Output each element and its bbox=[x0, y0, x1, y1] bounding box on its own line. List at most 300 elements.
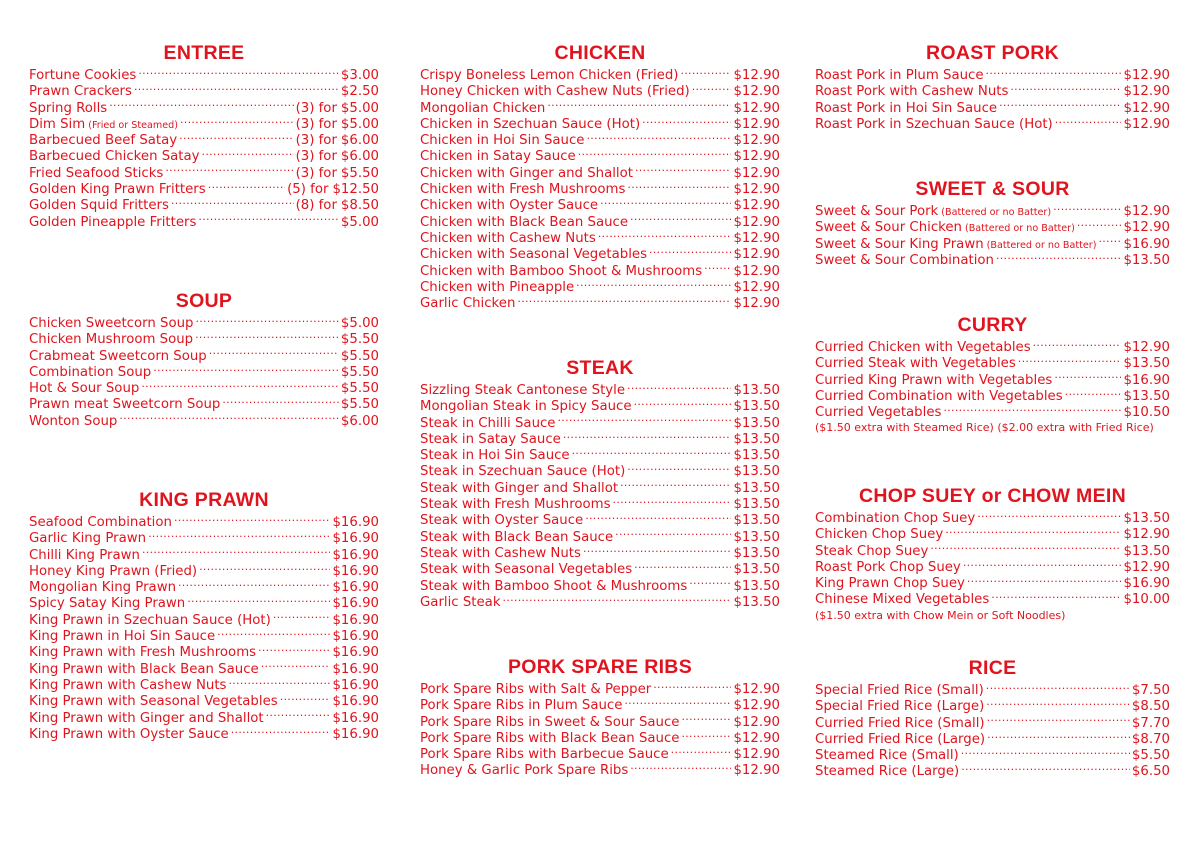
menu-item-list bbox=[815, 203, 1170, 268]
section-note: ($1.50 extra with Steamed Rice) ($2.00 extra with Fried Rice) bbox=[815, 421, 1154, 435]
menu-item bbox=[420, 279, 780, 295]
menu-item bbox=[420, 697, 780, 713]
menu-item bbox=[420, 116, 780, 132]
dot-leader bbox=[996, 252, 1122, 264]
menu-item bbox=[420, 714, 780, 730]
dot-leader bbox=[231, 726, 331, 738]
menu-item bbox=[420, 148, 780, 164]
menu-item-price: $6.50 bbox=[1131, 764, 1170, 780]
dot-leader bbox=[642, 116, 731, 128]
menu-item bbox=[29, 612, 379, 628]
menu-item-name: Chicken Sweetcorn Soup bbox=[29, 316, 194, 331]
menu-item bbox=[420, 762, 780, 778]
menu-item-name: Sweet & Sour Chicken bbox=[815, 220, 962, 236]
menu-item-name: Garlic King Prawn bbox=[29, 531, 147, 547]
menu-item-price: $5.50 bbox=[340, 381, 379, 397]
dot-leader bbox=[217, 628, 330, 640]
menu-item-name: Curried Fried Rice (Small) bbox=[815, 715, 985, 731]
dot-leader bbox=[987, 715, 1130, 727]
dot-leader bbox=[987, 731, 1130, 743]
menu-item-price: $13.50 bbox=[733, 562, 780, 578]
menu-item bbox=[815, 116, 1170, 132]
dot-leader bbox=[180, 116, 294, 128]
menu-item-quantity: (8) for bbox=[295, 198, 337, 214]
menu-item-name: Curried King Prawn with Vegetables bbox=[815, 372, 1053, 388]
menu-item-quantity: (3) for bbox=[295, 116, 337, 132]
menu-item bbox=[29, 116, 379, 132]
menu-item-list bbox=[815, 510, 1170, 608]
section-title: ENTREE bbox=[163, 42, 245, 64]
menu-section-king-prawn bbox=[29, 487, 379, 742]
menu-item bbox=[420, 431, 780, 447]
menu-item-name: Pork Spare Ribs in Sweet & Sour Sauce bbox=[420, 714, 680, 730]
menu-item bbox=[29, 148, 379, 164]
menu-item-name: King Prawn in Szechuan Sauce (Hot) bbox=[29, 612, 271, 628]
menu-item-price: $12.90 bbox=[733, 68, 780, 83]
menu-item-price: $8.50 bbox=[1131, 699, 1170, 715]
section-title: CHOP SUEY or CHOW MEIN bbox=[859, 485, 1126, 507]
menu-item-price: $16.90 bbox=[332, 515, 379, 530]
menu-item-name: Roast Pork Chop Suey bbox=[815, 559, 961, 575]
dot-leader bbox=[634, 561, 731, 573]
menu-item-price: $13.50 bbox=[733, 448, 780, 464]
menu-item-price: $12.90 bbox=[733, 747, 780, 763]
menu-item-name: Steak Chop Suey bbox=[815, 543, 929, 559]
menu-item-name: Steak with Cashew Nuts bbox=[420, 545, 581, 561]
menu-item bbox=[420, 681, 780, 697]
menu-item-price: $13.50 bbox=[1123, 543, 1170, 559]
menu-item-price: $12.50 bbox=[332, 182, 379, 198]
menu-item-name: Chicken with Oyster Sauce bbox=[420, 198, 599, 214]
menu-item bbox=[29, 83, 379, 99]
menu-item-name: Steak with Fresh Mushrooms bbox=[420, 497, 611, 513]
menu-item-list bbox=[29, 514, 379, 742]
menu-section-roast-pork bbox=[815, 40, 1170, 132]
menu-item-price: $8.70 bbox=[1131, 731, 1170, 747]
menu-item-name: Roast Pork in Hoi Sin Sauce bbox=[815, 100, 998, 116]
dot-leader bbox=[119, 413, 339, 425]
menu-item-price: $12.90 bbox=[1123, 68, 1170, 83]
dot-leader bbox=[142, 547, 331, 559]
menu-item-price: $12.90 bbox=[733, 263, 780, 279]
dot-leader bbox=[689, 578, 731, 590]
dot-leader bbox=[195, 315, 338, 327]
menu-item-name: Chicken with Black Bean Sauce bbox=[420, 214, 629, 230]
menu-item-price: $7.70 bbox=[1131, 715, 1170, 731]
menu-section-sweet-and-sour bbox=[815, 176, 1170, 268]
dot-leader bbox=[649, 246, 731, 258]
menu-item-price: $5.00 bbox=[340, 214, 379, 230]
menu-item-price: $12.90 bbox=[1123, 340, 1170, 355]
menu-section-curry bbox=[815, 312, 1170, 436]
menu-item-price: $12.90 bbox=[733, 279, 780, 295]
dot-leader bbox=[547, 100, 731, 112]
dot-leader bbox=[620, 480, 731, 492]
dot-leader bbox=[280, 693, 331, 705]
menu-item bbox=[815, 747, 1170, 763]
menu-item-name: Sweet & Sour Combination bbox=[815, 252, 994, 268]
menu-item-name: Pork Spare Ribs in Plum Sauce bbox=[420, 698, 623, 714]
menu-item-note: (Battered or no Batter) bbox=[964, 223, 1075, 235]
menu-item-price: $13.50 bbox=[733, 578, 780, 594]
menu-item bbox=[815, 559, 1170, 575]
menu-item-price: $10.50 bbox=[1123, 405, 1170, 421]
menu-item-name: Steak in Hoi Sin Sauce bbox=[420, 448, 570, 464]
menu-item bbox=[29, 315, 379, 331]
dot-leader bbox=[999, 100, 1121, 112]
menu-item-name: King Prawn with Cashew Nuts bbox=[29, 677, 227, 693]
menu-section-soup bbox=[29, 288, 379, 429]
dot-leader bbox=[945, 526, 1121, 538]
menu-item-price: $5.00 bbox=[340, 316, 379, 331]
menu-item-name: Special Fried Rice (Large) bbox=[815, 699, 985, 715]
menu-item-price: $12.90 bbox=[733, 100, 780, 116]
section-title: CURRY bbox=[957, 314, 1028, 336]
menu-item-name: Garlic Steak bbox=[420, 594, 501, 610]
menu-item-name: Mongolian Steak in Spicy Sauce bbox=[420, 399, 632, 415]
dot-leader bbox=[199, 563, 330, 575]
menu-item-name: Golden Squid Fritters bbox=[29, 198, 169, 214]
menu-item-price: $13.50 bbox=[733, 545, 780, 561]
dot-leader bbox=[208, 181, 285, 193]
menu-item-name: Curried Chicken with Vegetables bbox=[815, 340, 1031, 355]
menu-item-price: $16.90 bbox=[332, 563, 379, 579]
menu-item-name: Chicken Chop Suey bbox=[815, 527, 944, 543]
menu-item-price: $12.90 bbox=[1123, 204, 1170, 219]
menu-item bbox=[815, 543, 1170, 559]
menu-item-name: Steak with Ginger and Shallot bbox=[420, 480, 619, 496]
menu-item-price: $16.90 bbox=[332, 629, 379, 645]
dot-leader bbox=[1098, 236, 1121, 248]
menu-item-name: Chilli King Prawn bbox=[29, 547, 140, 563]
dot-leader bbox=[583, 545, 732, 557]
dot-leader bbox=[630, 214, 731, 226]
menu-item bbox=[29, 165, 379, 181]
menu-item-price: $12.90 bbox=[733, 714, 780, 730]
menu-item-price: $6.00 bbox=[340, 133, 379, 149]
menu-item-name: Pork Spare Ribs with Barbecue Sauce bbox=[420, 747, 669, 763]
dot-leader bbox=[671, 746, 732, 758]
dot-leader bbox=[704, 263, 731, 275]
menu-item-price: $16.90 bbox=[332, 710, 379, 726]
menu-item-price: $13.50 bbox=[733, 464, 780, 480]
dot-leader bbox=[563, 431, 732, 443]
menu-item bbox=[420, 578, 780, 594]
menu-item bbox=[815, 236, 1170, 252]
menu-item bbox=[815, 591, 1170, 607]
menu-item-price: $13.50 bbox=[733, 480, 780, 496]
menu-item bbox=[815, 731, 1170, 747]
dot-leader bbox=[961, 747, 1130, 759]
menu-item-name: Mongolian King Prawn bbox=[29, 580, 177, 596]
dot-leader bbox=[187, 595, 330, 607]
dot-leader bbox=[1077, 219, 1122, 231]
menu-item-price: $16.90 bbox=[1123, 372, 1170, 388]
menu-item bbox=[420, 295, 780, 311]
menu-section-entree bbox=[29, 40, 379, 230]
menu-item bbox=[815, 83, 1170, 99]
menu-item-price: $16.90 bbox=[332, 694, 379, 710]
menu-item bbox=[29, 644, 379, 660]
menu-item-price: $13.50 bbox=[733, 497, 780, 513]
menu-item-price: $5.50 bbox=[340, 332, 379, 348]
menu-item-price: $13.50 bbox=[733, 513, 780, 529]
menu-item bbox=[29, 413, 379, 429]
menu-section-pork-spare-ribs bbox=[420, 654, 780, 779]
menu-item bbox=[29, 628, 379, 644]
dot-leader bbox=[174, 514, 331, 526]
menu-item-name: Golden King Prawn Fritters bbox=[29, 182, 206, 198]
dot-leader bbox=[681, 714, 731, 726]
menu-item-name: Chicken in Szechuan Sauce (Hot) bbox=[420, 116, 641, 132]
menu-item bbox=[29, 132, 379, 148]
menu-item-name: Wonton Soup bbox=[29, 413, 118, 429]
menu-item-name: Pork Spare Ribs with Salt & Pepper bbox=[420, 682, 652, 697]
menu-item bbox=[815, 67, 1170, 83]
menu-item bbox=[815, 698, 1170, 714]
menu-item-name: Steak in Szechuan Sauce (Hot) bbox=[420, 464, 626, 480]
menu-item-price: $12.90 bbox=[733, 296, 780, 312]
menu-item-name: Chicken with Pineapple bbox=[420, 279, 575, 295]
menu-item-name: Seafood Combination bbox=[29, 515, 172, 530]
dot-leader bbox=[153, 364, 339, 376]
menu-item bbox=[815, 715, 1170, 731]
menu-item-price: $12.90 bbox=[733, 149, 780, 165]
dot-leader bbox=[967, 575, 1122, 587]
menu-item-price: $16.90 bbox=[1123, 236, 1170, 252]
dot-leader bbox=[681, 730, 731, 742]
menu-item bbox=[29, 331, 379, 347]
menu-item-note: (Battered or no Batter) bbox=[941, 207, 1052, 218]
menu-item bbox=[29, 530, 379, 546]
menu-item bbox=[420, 480, 780, 496]
menu-item bbox=[29, 726, 379, 742]
menu-item bbox=[420, 67, 780, 83]
menu-item-price: $16.90 bbox=[332, 661, 379, 677]
menu-item-note: (Battered or no Batter) bbox=[986, 239, 1097, 251]
menu-item-name: Chicken with Fresh Mushrooms bbox=[420, 182, 626, 198]
menu-item-price: $16.90 bbox=[332, 645, 379, 661]
menu-item-list bbox=[815, 339, 1170, 420]
menu-item-name: Garlic Chicken bbox=[420, 296, 516, 312]
menu-item-name: Curried Vegetables bbox=[815, 405, 942, 421]
menu-item-name: Chicken with Ginger and Shallot bbox=[420, 165, 633, 181]
menu-item-name: Sweet & Sour King Prawn bbox=[815, 236, 984, 252]
menu-item-price: $13.50 bbox=[733, 431, 780, 447]
dot-leader bbox=[171, 197, 294, 209]
menu-item-name: Spring Rolls bbox=[29, 100, 108, 116]
menu-item-price: $13.50 bbox=[1123, 252, 1170, 268]
menu-item bbox=[420, 512, 780, 528]
menu-item-price: $12.90 bbox=[733, 730, 780, 746]
menu-item bbox=[29, 100, 379, 116]
menu-item-name: Chinese Mixed Vegetables bbox=[815, 592, 990, 608]
menu-item-name: Chicken with Seasonal Vegetables bbox=[420, 247, 648, 263]
menu-item bbox=[29, 364, 379, 380]
dot-leader bbox=[517, 295, 731, 307]
menu-item-name: Chicken in Satay Sauce bbox=[420, 149, 576, 165]
menu-item bbox=[420, 382, 780, 398]
menu-item-price: $12.90 bbox=[1123, 84, 1170, 100]
menu-item-name: King Prawn in Hoi Sin Sauce bbox=[29, 629, 216, 645]
menu-item bbox=[815, 388, 1170, 404]
dot-leader bbox=[109, 100, 293, 112]
menu-item bbox=[29, 595, 379, 611]
menu-item-name: Combination Soup bbox=[29, 364, 152, 380]
dot-leader bbox=[1033, 339, 1122, 351]
menu-item-price: $16.90 bbox=[332, 547, 379, 563]
dot-leader bbox=[266, 710, 331, 722]
dot-leader bbox=[977, 510, 1121, 522]
menu-item-price: $13.50 bbox=[1123, 388, 1170, 404]
dot-leader bbox=[585, 512, 731, 524]
menu-item-price: $5.50 bbox=[340, 165, 379, 181]
section-title: SOUP bbox=[175, 290, 233, 312]
menu-item bbox=[29, 710, 379, 726]
menu-item bbox=[420, 463, 780, 479]
menu-item-price: $13.50 bbox=[733, 383, 780, 398]
menu-item-name: King Prawn with Black Bean Sauce bbox=[29, 661, 259, 677]
dot-leader bbox=[209, 348, 339, 360]
dot-leader bbox=[627, 382, 731, 394]
menu-item-list bbox=[815, 67, 1170, 132]
menu-item-price: $12.90 bbox=[733, 116, 780, 132]
menu-item-list bbox=[420, 382, 780, 610]
section-title: KING PRAWN bbox=[139, 489, 269, 511]
menu-item-price: $10.00 bbox=[1123, 592, 1170, 608]
menu-item-price: $13.50 bbox=[733, 415, 780, 431]
menu-item-price: $12.90 bbox=[1123, 100, 1170, 116]
menu-item-name: Steak with Oyster Sauce bbox=[420, 513, 584, 529]
menu-item-name: Pork Spare Ribs with Black Bean Sauce bbox=[420, 730, 680, 746]
dot-leader bbox=[991, 591, 1121, 603]
menu-item-price: $6.00 bbox=[340, 413, 379, 429]
menu-item bbox=[29, 181, 379, 197]
menu-item-name: Sweet & Sour Pork bbox=[815, 204, 939, 219]
menu-item bbox=[420, 165, 780, 181]
dot-leader bbox=[1054, 372, 1121, 384]
dot-leader bbox=[1018, 355, 1122, 367]
menu-item-name: Roast Pork in Szechuan Sauce (Hot) bbox=[815, 116, 1053, 132]
menu-item bbox=[420, 594, 780, 610]
dot-leader bbox=[986, 67, 1122, 79]
dot-leader bbox=[961, 763, 1130, 775]
menu-item-price: $8.50 bbox=[340, 198, 379, 214]
menu-item-quantity: (3) for bbox=[295, 165, 337, 181]
dot-leader bbox=[165, 165, 293, 177]
menu-item-name: Barbecued Chicken Satay bbox=[29, 149, 200, 165]
menu-item-name: Steak in Chilli Sauce bbox=[420, 415, 556, 431]
dot-leader bbox=[600, 197, 731, 209]
menu-item-price: $5.00 bbox=[340, 100, 379, 116]
menu-item-name: Crispy Boneless Lemon Chicken (Fried) bbox=[420, 68, 679, 83]
menu-item bbox=[420, 398, 780, 414]
menu-item bbox=[420, 561, 780, 577]
dot-leader bbox=[273, 612, 331, 624]
menu-item-price: $5.00 bbox=[340, 116, 379, 132]
menu-item-name: Hot & Sour Soup bbox=[29, 381, 140, 397]
menu-item-price: $13.50 bbox=[1123, 356, 1170, 372]
menu-item-price: $16.90 bbox=[332, 726, 379, 742]
dot-leader bbox=[943, 404, 1121, 416]
menu-item-name: Barbecued Beef Satay bbox=[29, 133, 178, 149]
menu-item-price: $7.50 bbox=[1131, 683, 1170, 698]
menu-section-chicken bbox=[420, 40, 780, 311]
dot-leader bbox=[578, 148, 732, 160]
menu-item bbox=[29, 693, 379, 709]
menu-item-price: $12.90 bbox=[733, 165, 780, 181]
menu-item bbox=[29, 661, 379, 677]
menu-item-name: Fortune Cookies bbox=[29, 68, 137, 83]
menu-item-name: Honey & Garlic Pork Spare Ribs bbox=[420, 763, 629, 779]
menu-item-name: Steak with Black Bean Sauce bbox=[420, 529, 614, 545]
dot-leader bbox=[503, 594, 732, 606]
menu-item-name: Special Fried Rice (Small) bbox=[815, 683, 984, 698]
menu-item-name: Chicken Mushroom Soup bbox=[29, 332, 194, 348]
menu-item-price: $12.90 bbox=[733, 682, 780, 697]
menu-item bbox=[815, 100, 1170, 116]
menu-item bbox=[420, 496, 780, 512]
dot-leader bbox=[613, 496, 732, 508]
menu-item-name: Steak with Seasonal Vegetables bbox=[420, 562, 633, 578]
dot-leader bbox=[598, 230, 732, 242]
menu-item-name: Curried Fried Rice (Large) bbox=[815, 731, 986, 747]
menu-item-price: $16.90 bbox=[332, 677, 379, 693]
menu-item-price: $12.90 bbox=[733, 214, 780, 230]
dot-leader bbox=[557, 415, 731, 427]
dot-leader bbox=[1053, 203, 1121, 215]
menu-item-price: $3.00 bbox=[340, 68, 379, 83]
menu-item-price: $5.50 bbox=[340, 348, 379, 364]
dot-leader bbox=[630, 762, 731, 774]
dot-leader bbox=[138, 67, 339, 79]
menu-item-name: Crabmeat Sweetcorn Soup bbox=[29, 348, 207, 364]
menu-item bbox=[420, 214, 780, 230]
dot-leader bbox=[627, 181, 731, 193]
menu-item bbox=[420, 100, 780, 116]
menu-item bbox=[29, 563, 379, 579]
menu-item-name: Combination Chop Suey bbox=[815, 511, 976, 526]
dot-leader bbox=[258, 644, 330, 656]
menu-item-name: Curried Combination with Vegetables bbox=[815, 388, 1063, 404]
menu-item-price: $12.90 bbox=[1123, 559, 1170, 575]
section-title: RICE bbox=[968, 657, 1017, 679]
dot-leader bbox=[1065, 388, 1122, 400]
menu-item-name: Golden Pineapple Fritters bbox=[29, 214, 197, 230]
menu-item-name: Roast Pork in Plum Sauce bbox=[815, 68, 984, 83]
menu-item-name: Fried Seafood Sticks bbox=[29, 165, 164, 181]
menu-item bbox=[815, 404, 1170, 420]
section-title: CHICKEN bbox=[554, 42, 646, 64]
section-title: STEAK bbox=[566, 357, 634, 379]
menu-item-name: Sizzling Steak Cantonese Style bbox=[420, 383, 626, 398]
menu-item-price: $13.50 bbox=[1123, 511, 1170, 526]
dot-leader bbox=[634, 398, 732, 410]
menu-item-name: Spicy Satay King Prawn bbox=[29, 596, 186, 612]
dot-leader bbox=[680, 67, 731, 79]
dot-leader bbox=[261, 661, 331, 673]
dot-leader bbox=[635, 165, 732, 177]
section-title: PORK SPARE RIBS bbox=[508, 656, 692, 678]
dot-leader bbox=[1010, 83, 1121, 95]
menu-item-price: $16.90 bbox=[332, 531, 379, 547]
menu-item bbox=[29, 348, 379, 364]
menu-item bbox=[420, 746, 780, 762]
menu-item bbox=[420, 132, 780, 148]
menu-item-price: $5.50 bbox=[340, 397, 379, 413]
menu-item bbox=[29, 514, 379, 530]
menu-item-price: $16.90 bbox=[332, 596, 379, 612]
